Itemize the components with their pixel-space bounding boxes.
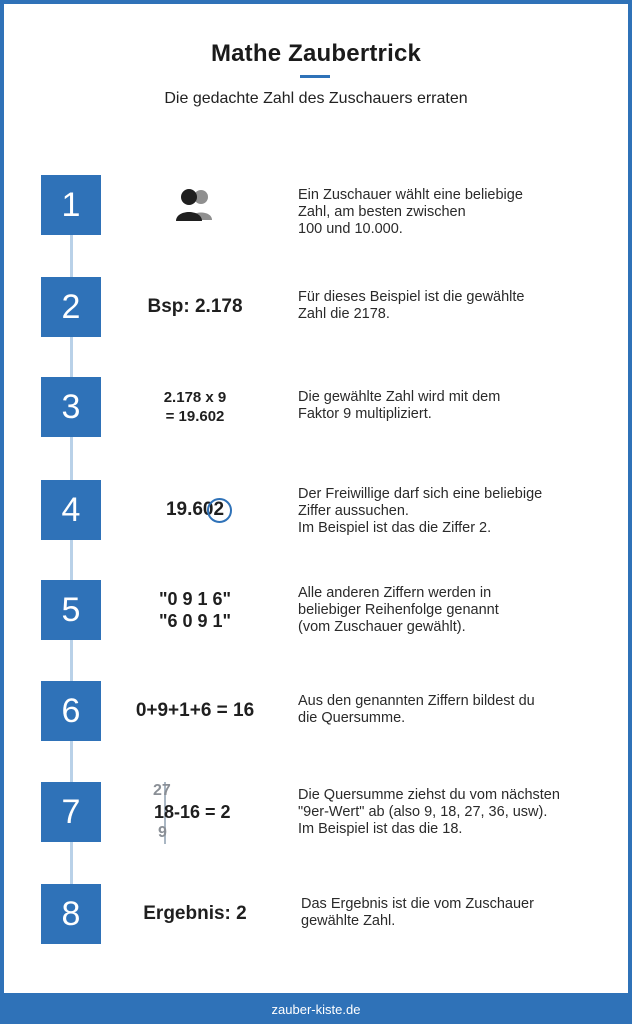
- desc-line: gewählte Zahl.: [301, 913, 396, 929]
- step-4: [0, 480, 632, 542]
- equation-line: 2.178 x 9: [163, 389, 227, 406]
- step-number-badge: 3: [41, 377, 101, 437]
- desc-line: Im Beispiel ist das die Ziffer 2.: [298, 520, 492, 536]
- title-underline: [300, 75, 330, 78]
- subtraction-illustration: [150, 782, 270, 844]
- desc-line: Ein Zuschauer wählt eine beliebige: [298, 187, 523, 203]
- step-number-badge: 7: [41, 782, 101, 842]
- footer-link[interactable]: zauber-kiste.de: [271, 1001, 361, 1017]
- step-2: [0, 277, 632, 339]
- desc-line: beliebiger Reihenfolge genannt: [298, 602, 499, 618]
- step-description: [298, 585, 618, 636]
- desc-line: Die Quersumme ziehst du vom nächsten: [298, 787, 560, 803]
- step-number-badge: 1: [41, 175, 101, 235]
- desc-line: Alle anderen Ziffern werden in: [298, 585, 492, 601]
- chosen-digit-number: [110, 480, 280, 540]
- desc-line: Zahl die 2178.: [298, 306, 390, 322]
- desc-line: Aus den genannten Ziffern bildest du: [298, 693, 535, 709]
- step-6: [0, 681, 632, 743]
- desc-line: Für dieses Beispiel ist die gewählte: [298, 289, 525, 305]
- chosen-digit: [213, 499, 224, 521]
- footer: [0, 994, 632, 1024]
- desc-line: Der Freiwillige darf sich eine beliebige: [298, 486, 543, 502]
- desc-line: "9er-Wert" ab (also 9, 18, 27, 36, usw).: [298, 804, 548, 820]
- chosen-digit-value: 2: [213, 499, 225, 520]
- step-number-badge: 4: [41, 480, 101, 540]
- number-prefix: 19.60: [165, 499, 214, 520]
- desc-line: die Quersumme.: [298, 710, 406, 726]
- example-number: Bsp: 2.178: [147, 296, 243, 317]
- step-1: [0, 175, 632, 237]
- page-title: Mathe Zaubertrick: [210, 40, 422, 67]
- step-description: [298, 289, 618, 323]
- people-icon: [110, 175, 280, 235]
- multiplication: [110, 377, 280, 437]
- desc-line: Das Ergebnis ist die vom Zuschauer: [301, 896, 534, 912]
- step-description: [298, 787, 618, 838]
- step-8: [0, 884, 632, 946]
- desc-line: Die gewählte Zahl wird mit dem: [298, 389, 501, 405]
- digits-line: "0 9 1 6": [158, 589, 232, 609]
- named-digits: [110, 580, 280, 640]
- desc-line: Faktor 9 multipliziert.: [298, 406, 432, 422]
- result: Ergebnis: 2: [143, 903, 247, 924]
- step-description: [301, 896, 621, 930]
- subtraction-equation: 18-16 = 2: [154, 802, 231, 822]
- step-7: [0, 782, 632, 844]
- desc-line: (vom Zuschauer gewählt).: [298, 619, 466, 635]
- desc-line: 100 und 10.000.: [298, 221, 403, 237]
- upper-multiple: 27: [153, 782, 171, 799]
- step-description: [298, 693, 618, 727]
- circle-highlight: [207, 498, 232, 523]
- equation-result: = 19.602: [165, 408, 225, 425]
- step-description: [298, 389, 618, 423]
- desc-line: Zahl, am besten zwischen: [298, 204, 466, 220]
- step-5: [0, 580, 632, 642]
- digits-line: "6 0 9 1": [158, 611, 232, 631]
- desc-line: Ziffer aussuchen.: [298, 503, 409, 519]
- page-subtitle: Die gedachte Zahl des Zuschauers erraten: [164, 90, 468, 107]
- step-description: [298, 486, 618, 537]
- step-number-badge: 2: [41, 277, 101, 337]
- step-3: [0, 377, 632, 439]
- step-number-badge: 5: [41, 580, 101, 640]
- digit-sum: 0+9+1+6 = 16: [135, 700, 255, 721]
- people-icon-graphic: [168, 187, 222, 223]
- desc-line: Im Beispiel ist das die 18.: [298, 821, 463, 837]
- lower-multiple: 9: [158, 824, 167, 841]
- step-description: [298, 187, 618, 238]
- step-number-badge: 8: [41, 884, 101, 944]
- step-number-badge: 6: [41, 681, 101, 741]
